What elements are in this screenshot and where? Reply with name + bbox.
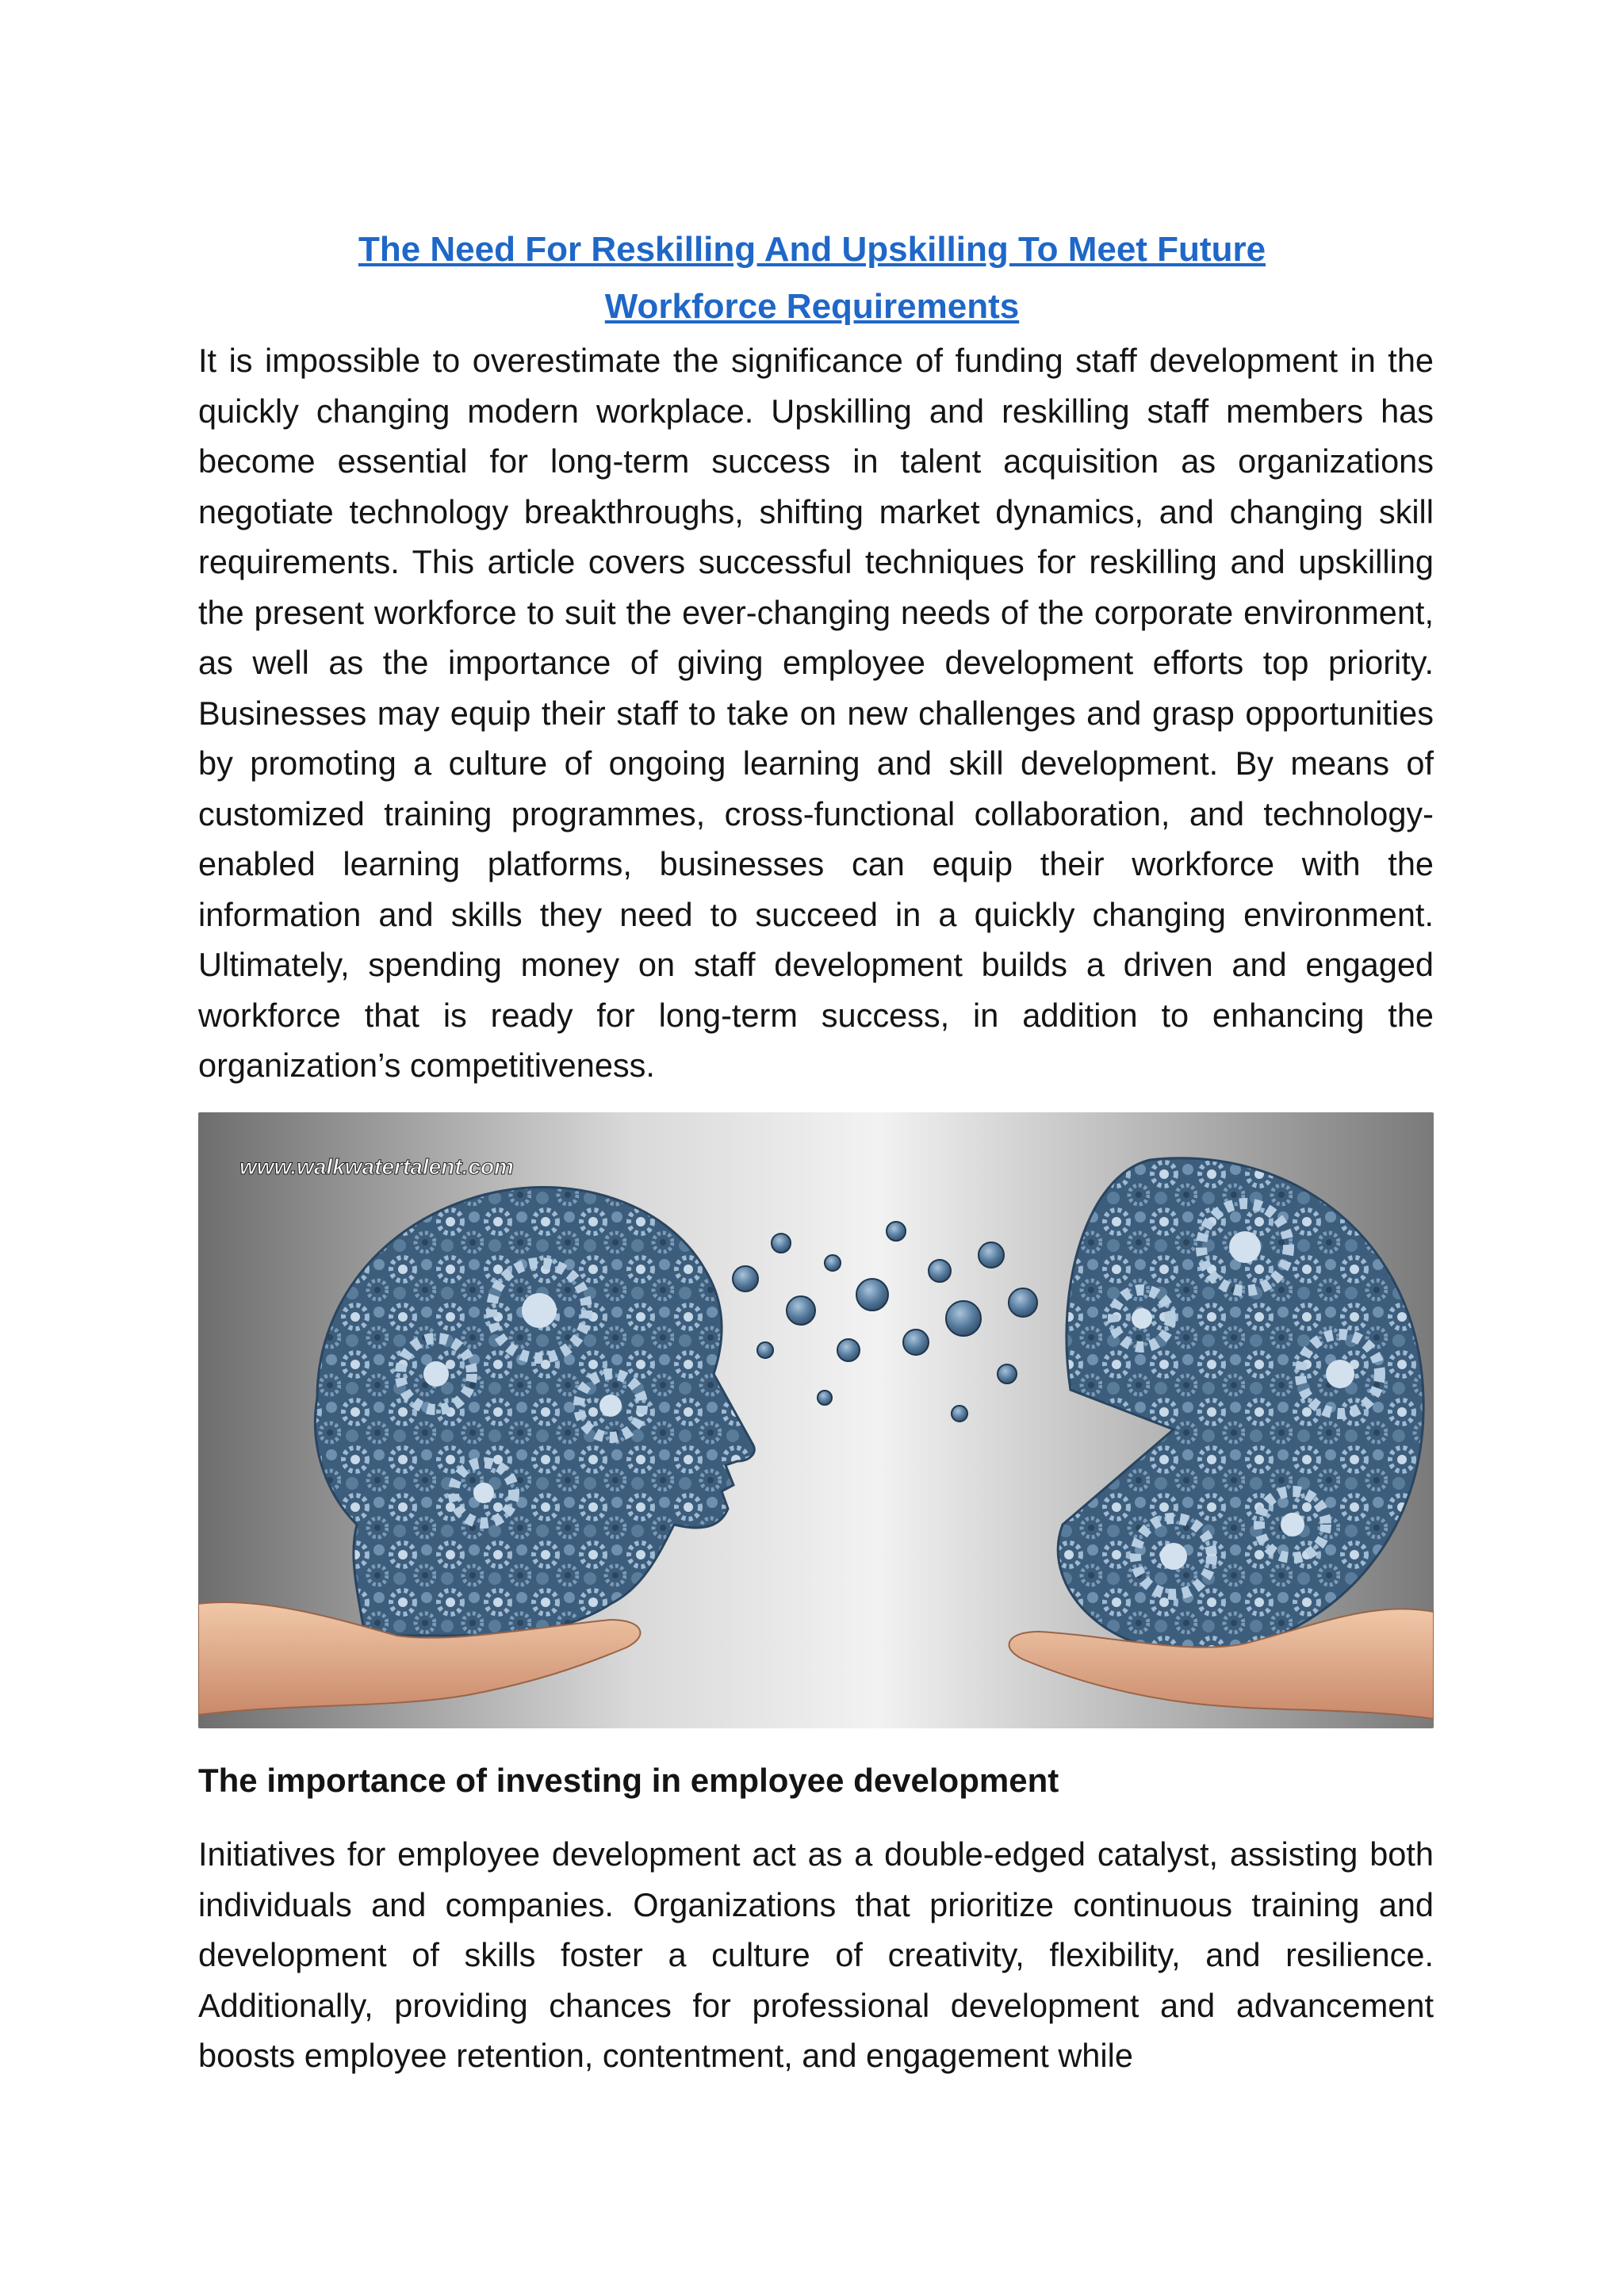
image-watermark: www.walkwatertalent.com (239, 1154, 514, 1179)
intro-paragraph: It is impossible to overestimate the significance of funding staff development in the quickly changing modern workplace. Upskilling and reskilling staff members has become essential for long-term success in talent acquisition as organizations negotiate technology breakthroughs, shifting market dynamics, and changing skill requirements. This article covers successful techniques for reskilling and upskilling the present workforce to suit the ever-changing needs of the corporate environment, as well as the importance of giving employee development efforts top priority. Businesses may equip their staff to take on new challenges and grasp opportunities by promoting a culture of ongoing learning and skill development. By means of customized training programmes, cross-functional collaboration, and technology-enabled learning platforms, businesses can equip their workforce with the information and skills they need to succeed in a quickly changing environment. Ultimately, spending money on staff development builds a driven and engaged workforce that is ready for long-term success, in addition to enhancing the organization’s competitiveness. (198, 342, 1434, 1084)
section-paragraph: Initiatives for employee development act as a double-edged catalyst, assisting both individuals and companies. Organizations that prioritize continuous training and development of skills foster a culture of creativity, flexibility, and resilience. Additionally, providing chances for professional development and advancement boosts employee retention, contentment, and engagement while (198, 1835, 1434, 2074)
title-line-2[interactable]: Workforce Requirements (604, 287, 1020, 327)
gears-head-illustration (198, 1112, 1434, 1728)
article-title[interactable] (198, 221, 1426, 335)
title-line-1[interactable]: The Need For Reskilling And Upskilling To Meet Future (358, 230, 1266, 270)
section-heading: The importance of investing in employee development (198, 1762, 1059, 1799)
